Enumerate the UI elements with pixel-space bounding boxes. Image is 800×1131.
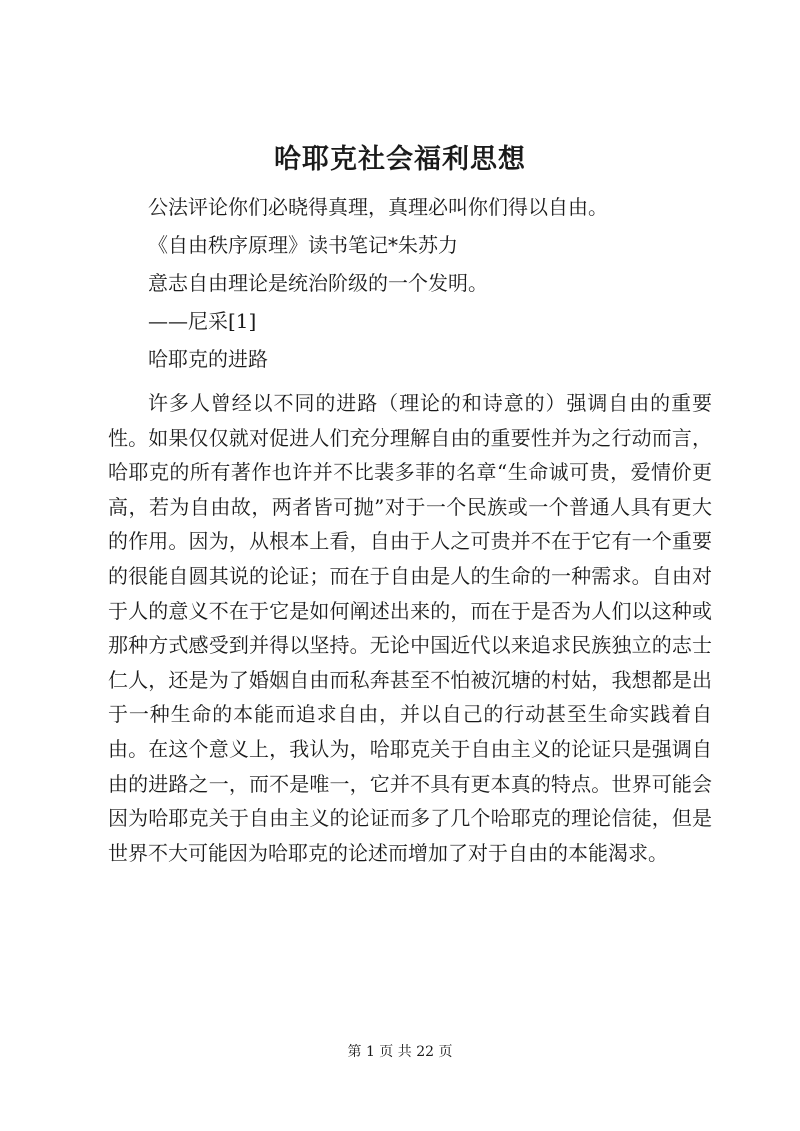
intro-lines	[108, 188, 708, 378]
body-paragraph: 许多人曾经以不同的进路（理论的和诗意的）强调自由的重要性。如果仅仅就对促进人们充分理解自由的重要性并为之行动而言，哈耶克的所有著作也许并不比裴多菲的名章“生命诚可贵，爱情价更高，若为自由故，两者皆可抛”对于一个民族或一个普通人具有更大的作用。因为，从根本上看，自由于人之可贵并不在于它有一个重要的很能自圆其说的论证；而在于自由是人的生命的一种需求。自由对于人的意义不在于它是如何阐述出来的，而在于是否为人们以这种或那种方式感受到并得以坚持。无论中国近代以来追求民族独立的志士仁人，还是为了婚姻自由而私奔甚至不怕被沉塘的村姑，我想都是出于一种生命的本能而追求自由，并以自己的行动甚至生命实践着自由。在这个意义上，我认为，哈耶克关于自由主义的论证只是强调自由的进路之一，而不是唯一，它并不具有更本真的特点。世界可能会因为哈耶克关于自由主义的论证而多了几个哈耶克的理论信徒，但是世界不大可能因为哈耶克的论述而增加了对于自由的本能渴求。	[108, 391, 712, 865]
subtitle-line: 《自由秩序原理》读书笔记*朱苏力	[148, 233, 458, 257]
section-heading: 哈耶克的进路	[148, 347, 268, 371]
quote-line: 意志自由理论是统治阶级的一个发明。	[148, 271, 488, 295]
quote-attribution: ——尼采[1]	[148, 309, 257, 333]
document-title: 哈耶克社会福利思想	[274, 144, 526, 175]
page-footer: 第 1 页 共 22 页	[347, 1044, 453, 1060]
epigraph-line: 公法评论你们必晓得真理，真理必叫你们得以自由。	[148, 195, 608, 219]
